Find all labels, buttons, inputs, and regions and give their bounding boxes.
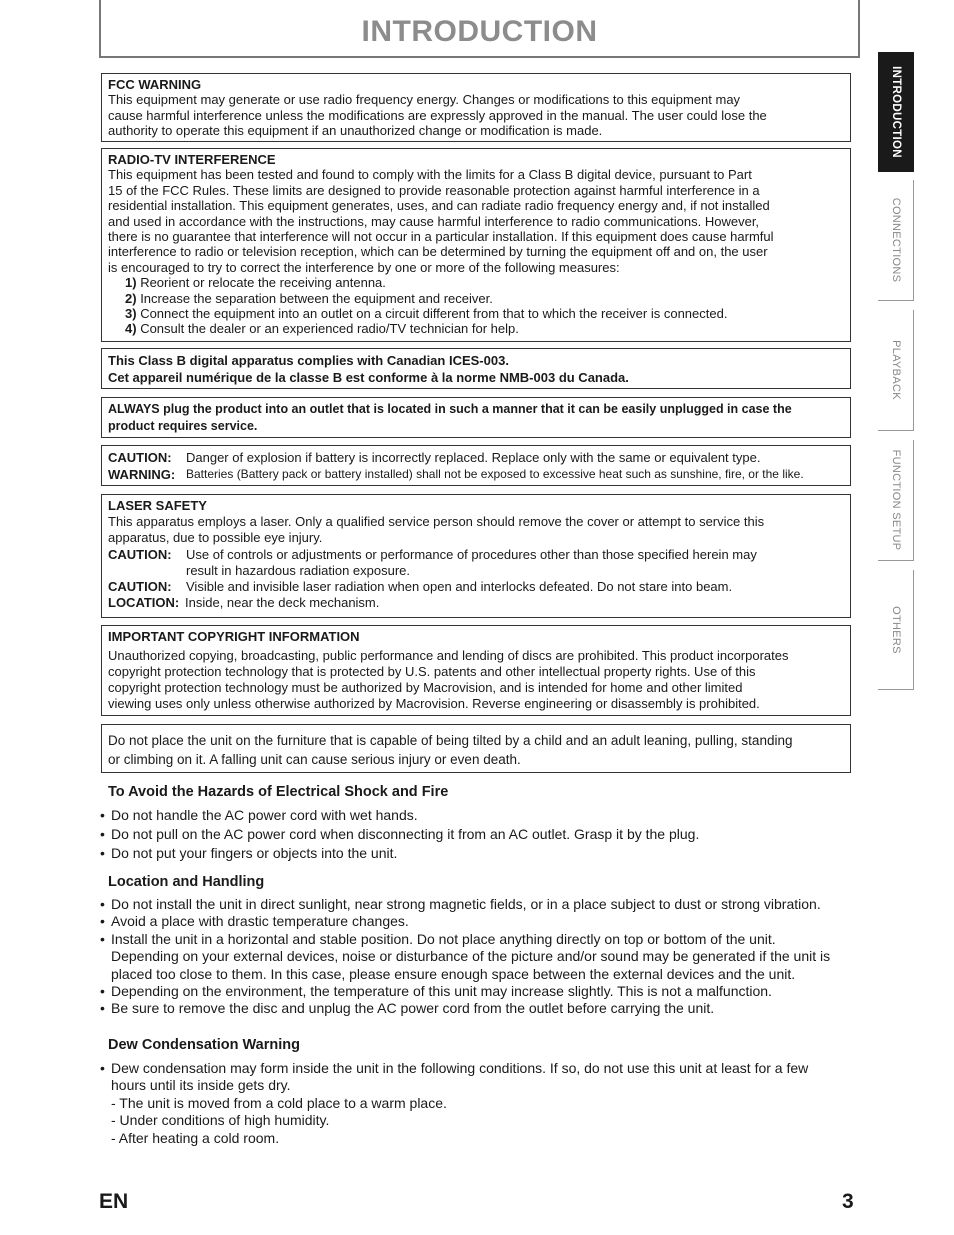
list-item [100, 931, 860, 983]
measure-number: 2) [125, 290, 137, 306]
location-list [100, 896, 860, 1018]
list-item: • Do not handle the AC power cord with wet hands. [100, 806, 860, 825]
furniture-warning-box [101, 724, 851, 773]
caution-text: Use of controls or adjustments or performance of procedures other than those specified herein may [186, 546, 757, 562]
radio-measure-4 [108, 321, 844, 336]
laser-location [108, 595, 844, 611]
location-text: Inside, near the deck mechanism. [185, 595, 380, 611]
copyright-line: Unauthorized copying, broadcasting, public performance and lending of discs are prohibited. This product incorporates [108, 648, 789, 663]
page-title: INTRODUCTION [361, 15, 598, 48]
radio-measure-2 [108, 291, 844, 306]
tab-introduction[interactable] [878, 52, 914, 172]
list-item-line: Depending on your external devices, noise or disturbance of the picture and/or sound may be generated if the unit is [111, 948, 831, 965]
battery-caution-box [101, 445, 851, 486]
list-item-line: • Install the unit in a horizontal and stable position. Do not place anything directly on top or bottom of the unit. [111, 930, 776, 947]
language-code: EN [99, 1190, 129, 1213]
copyright-line: copyright protection technology that is protected by U.S. patents and other intellectual property rights. Use of this [108, 664, 756, 679]
radio-line: interference to radio or television reception, which can be determined by turning the equipment off and on, the user [108, 244, 768, 260]
battery-warning-row [108, 466, 844, 483]
caution-text: result in hazardous radiation exposure. [186, 562, 411, 578]
measure-number: 1) [125, 275, 137, 291]
page-title-box [99, 0, 860, 58]
measure-text: Reorient or relocate the receiving antenna. [140, 275, 386, 291]
measure-text: Increase the separation between the equipment and receiver. [140, 290, 493, 306]
laser-caution-2 [108, 579, 844, 595]
list-item: • Do not install the unit in direct sunlight, near strong magnetic fields, or in a place subject to dust or strong vibration. [100, 896, 860, 913]
measure-number: 4) [125, 321, 137, 337]
tab-playback-label: PLAYBACK [889, 340, 902, 400]
hazards-heading: To Avoid the Hazards of Electrical Shock and Fire [108, 784, 449, 800]
laser-line: This apparatus employs a laser. Only a qualified service person should remove the cover or attempt to service this [108, 514, 765, 530]
dew-sub-item: - Under conditions of high humidity. [111, 1112, 330, 1129]
measure-number: 3) [125, 306, 137, 322]
caution-label: CAUTION: [108, 450, 172, 465]
dew-sub-item: - After heating a cold room. [111, 1129, 280, 1146]
always-plug-box [101, 397, 851, 438]
radio-measure-1 [108, 275, 844, 290]
tab-playback[interactable] [878, 310, 914, 431]
radio-line: This equipment has been tested and found to comply with the limits for a Class B digital device, pursuant to Part [108, 167, 752, 183]
dew-heading: Dew Condensation Warning [108, 1037, 300, 1053]
list-item: • Avoid a place with drastic temperature changes. [100, 913, 860, 930]
warning-label: WARNING: [108, 467, 176, 482]
radio-line: is encouraged to try to correct the interference by one or more of the following measures: [108, 259, 620, 275]
canada-line-fr: Cet appareil numérique de la classe B est conforme à la norme NMB-003 du Canada. [108, 370, 629, 385]
always-line: product requires service. [108, 419, 258, 433]
list-item: • Depending on the environment, the temperature of this unit may increase slightly. This is not a malfunction. [100, 983, 860, 1000]
measure-text: Connect the equipment into an outlet on a circuit different from that to which the receiver is connected. [140, 306, 728, 322]
radio-line: and used in accordance with the instructions, may cause harmful interference to radio communications. However, [108, 213, 760, 229]
fcc-heading: FCC WARNING [108, 77, 202, 92]
hazards-list [100, 806, 860, 862]
caution-label: CAUTION: [108, 546, 172, 562]
radio-tv-box [101, 148, 851, 342]
laser-caution-1 [108, 547, 844, 579]
caution-text: Danger of explosion if battery is incorrectly replaced. Replace only with the same or equivalent type. [186, 450, 761, 465]
tab-connections-label: CONNECTIONS [889, 197, 902, 283]
fcc-line: This equipment may generate or use radio frequency energy. Changes or modifications to this equipment may [108, 92, 741, 108]
fcc-warning-box [101, 73, 851, 142]
copyright-line: viewing uses only unless otherwise authorized by Macrovision. Reverse engineering or disassembly is prohibited. [108, 696, 760, 711]
list-item-line: • Dew condensation may form inside the unit in the following conditions. If so, do not use this unit at least for a few [111, 1060, 809, 1076]
furniture-line: or climbing on it. A falling unit can cause serious injury or even death. [108, 752, 521, 767]
canada-compliance-box [101, 348, 851, 389]
dew-sub-item: - The unit is moved from a cold place to a warm place. [111, 1094, 447, 1111]
tab-connections[interactable] [878, 180, 914, 301]
list-item-line: placed too close to them. In this case, please ensure enough space between the external devices and the unit. [111, 965, 796, 982]
laser-heading: LASER SAFETY [108, 498, 207, 513]
list-item: • Be sure to remove the disc and unplug the AC power cord from the outlet before carrying the unit. [100, 1000, 860, 1017]
tab-function-setup[interactable] [878, 440, 914, 561]
page-number: 3 [842, 1190, 854, 1213]
furniture-line: Do not place the unit on the furniture that is capable of being tilted by a child and an adult leaning, pulling, standing [108, 733, 793, 748]
dew-list [100, 1060, 860, 1147]
warning-text: Batteries (Battery pack or battery installed) shall not be exposed to excessive heat such as sunshine, fire, or the like. [186, 467, 804, 481]
fcc-line: authority to operate this equipment if an unauthorized change or modification is made. [108, 123, 603, 139]
tab-introduction-label: INTRODUCTION [890, 66, 902, 158]
list-item: • Do not put your fingers or objects into the unit. [100, 844, 860, 863]
copyright-box [101, 625, 851, 716]
radio-line: residential installation. This equipment generates, uses, and can radiate radio frequency energy and, if not installed [108, 198, 770, 214]
radio-line: there is no guarantee that interference will not occur in a particular installation. If this equipment does cause harmful [108, 229, 774, 245]
copyright-line: copyright protection technology must be authorized by Macrovision, and is intended for home and other limited [108, 680, 743, 695]
caution-text: Visible and invisible laser radiation when open and interlocks defeated. Do not stare into beam. [186, 579, 733, 595]
battery-caution-row [108, 449, 844, 466]
list-item: • Do not pull on the AC power cord when disconnecting it from an AC outlet. Grasp it by the plug. [100, 825, 860, 844]
tab-others-label: OTHERS [889, 605, 902, 654]
canada-line-en: This Class B digital apparatus complies with Canadian ICES-003. [108, 353, 509, 368]
list-item [100, 1060, 860, 1095]
caution-text-block [186, 547, 757, 579]
copyright-heading: IMPORTANT COPYRIGHT INFORMATION [108, 629, 360, 644]
laser-safety-box [101, 494, 851, 618]
location-heading: Location and Handling [108, 874, 265, 890]
caution-label: CAUTION: [108, 579, 172, 595]
list-item-line: hours until its inside gets dry. [111, 1077, 291, 1094]
measure-text: Consult the dealer or an experienced radio/TV technician for help. [140, 321, 519, 337]
always-line: ALWAYS plug the product into an outlet that is located in such a manner that it can be easily unplugged in case the [108, 402, 792, 416]
location-label: LOCATION: [108, 595, 180, 611]
radio-heading: RADIO-TV INTERFERENCE [108, 152, 276, 167]
tab-others[interactable] [878, 570, 914, 690]
radio-measure-3 [108, 306, 844, 321]
radio-line: 15 of the FCC Rules. These limits are designed to provide reasonable protection against harmful interference in a [108, 182, 760, 198]
fcc-line: cause harmful interference unless the modifications are expressly approved in the manual. The user could lose the [108, 107, 767, 123]
tab-function-setup-label: FUNCTION SETUP [889, 449, 902, 551]
laser-line: apparatus, due to possible eye injury. [108, 530, 323, 546]
